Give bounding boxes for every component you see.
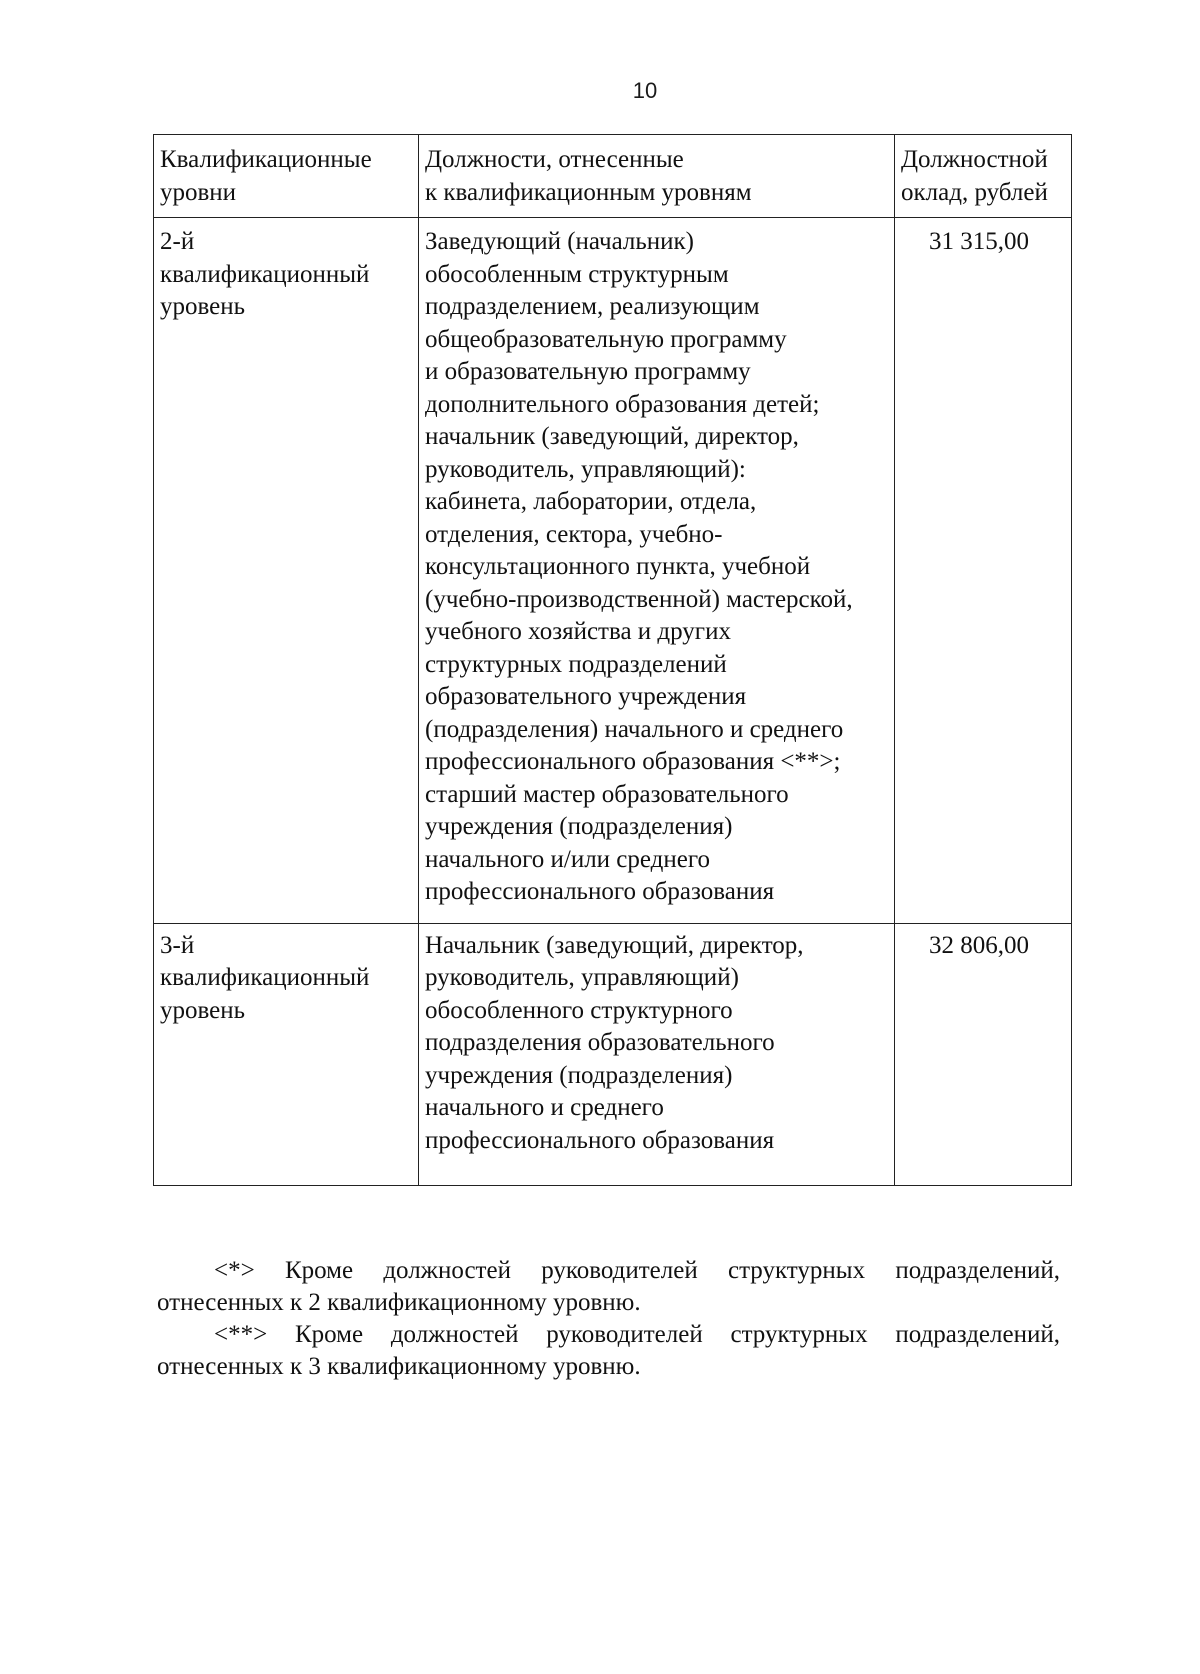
table-row	[154, 923, 1072, 1186]
header-qualification-levels: Квалификационные уровни	[154, 135, 419, 218]
header-salary: Должностной оклад, рублей	[895, 135, 1072, 218]
level-cell: 3-й квалификационный уровень	[154, 923, 419, 1186]
header-positions: Должности, отнесенные к квалификационным уровням	[419, 135, 895, 218]
positions-cell: Заведующий (начальник) обособленным структурным подразделением, реализующим общеобразовательную программу и образовательную программу дополнительного образования детей; начальник (заведующий, директор, руководитель, управляющий): кабинета, лаборатории, отдела, отделения, сектора, учебно- консультационного пункта, учебной (учебно-производственной) мастерской, учебного хозяйства и других структурных подразделений образовательного учреждения (подразделения) начального и среднего профессионального образования <**>; старший мастер образовательного учреждения (подразделения) начального и/или среднего профессионального образования	[419, 218, 895, 924]
qualification-levels-table	[153, 134, 1072, 1186]
footnote-single-asterisk: <*> Кроме должностей руководителей структурных подразделений, отнесенных к 2 квалификационному уровню.	[157, 1257, 1060, 1316]
positions-cell: Начальник (заведующий, директор, руководитель, управляющий) обособленного структурного подразделения образовательного учреждения (подразделения) начального и среднего профессионального образования	[419, 923, 895, 1186]
table-header-row	[154, 135, 1072, 218]
page-number: 10	[632, 78, 658, 103]
footnotes	[157, 1255, 1060, 1383]
salary-cell: 32 806,00	[895, 923, 1072, 1186]
salary-cell: 31 315,00	[895, 218, 1072, 924]
level-cell: 2-й квалификационный уровень	[154, 218, 419, 924]
table-row	[154, 218, 1072, 924]
footnote-double-asterisk: <**> Кроме должностей руководителей структурных подразделений, отнесенных к 3 квалификационному уровню.	[157, 1321, 1060, 1380]
